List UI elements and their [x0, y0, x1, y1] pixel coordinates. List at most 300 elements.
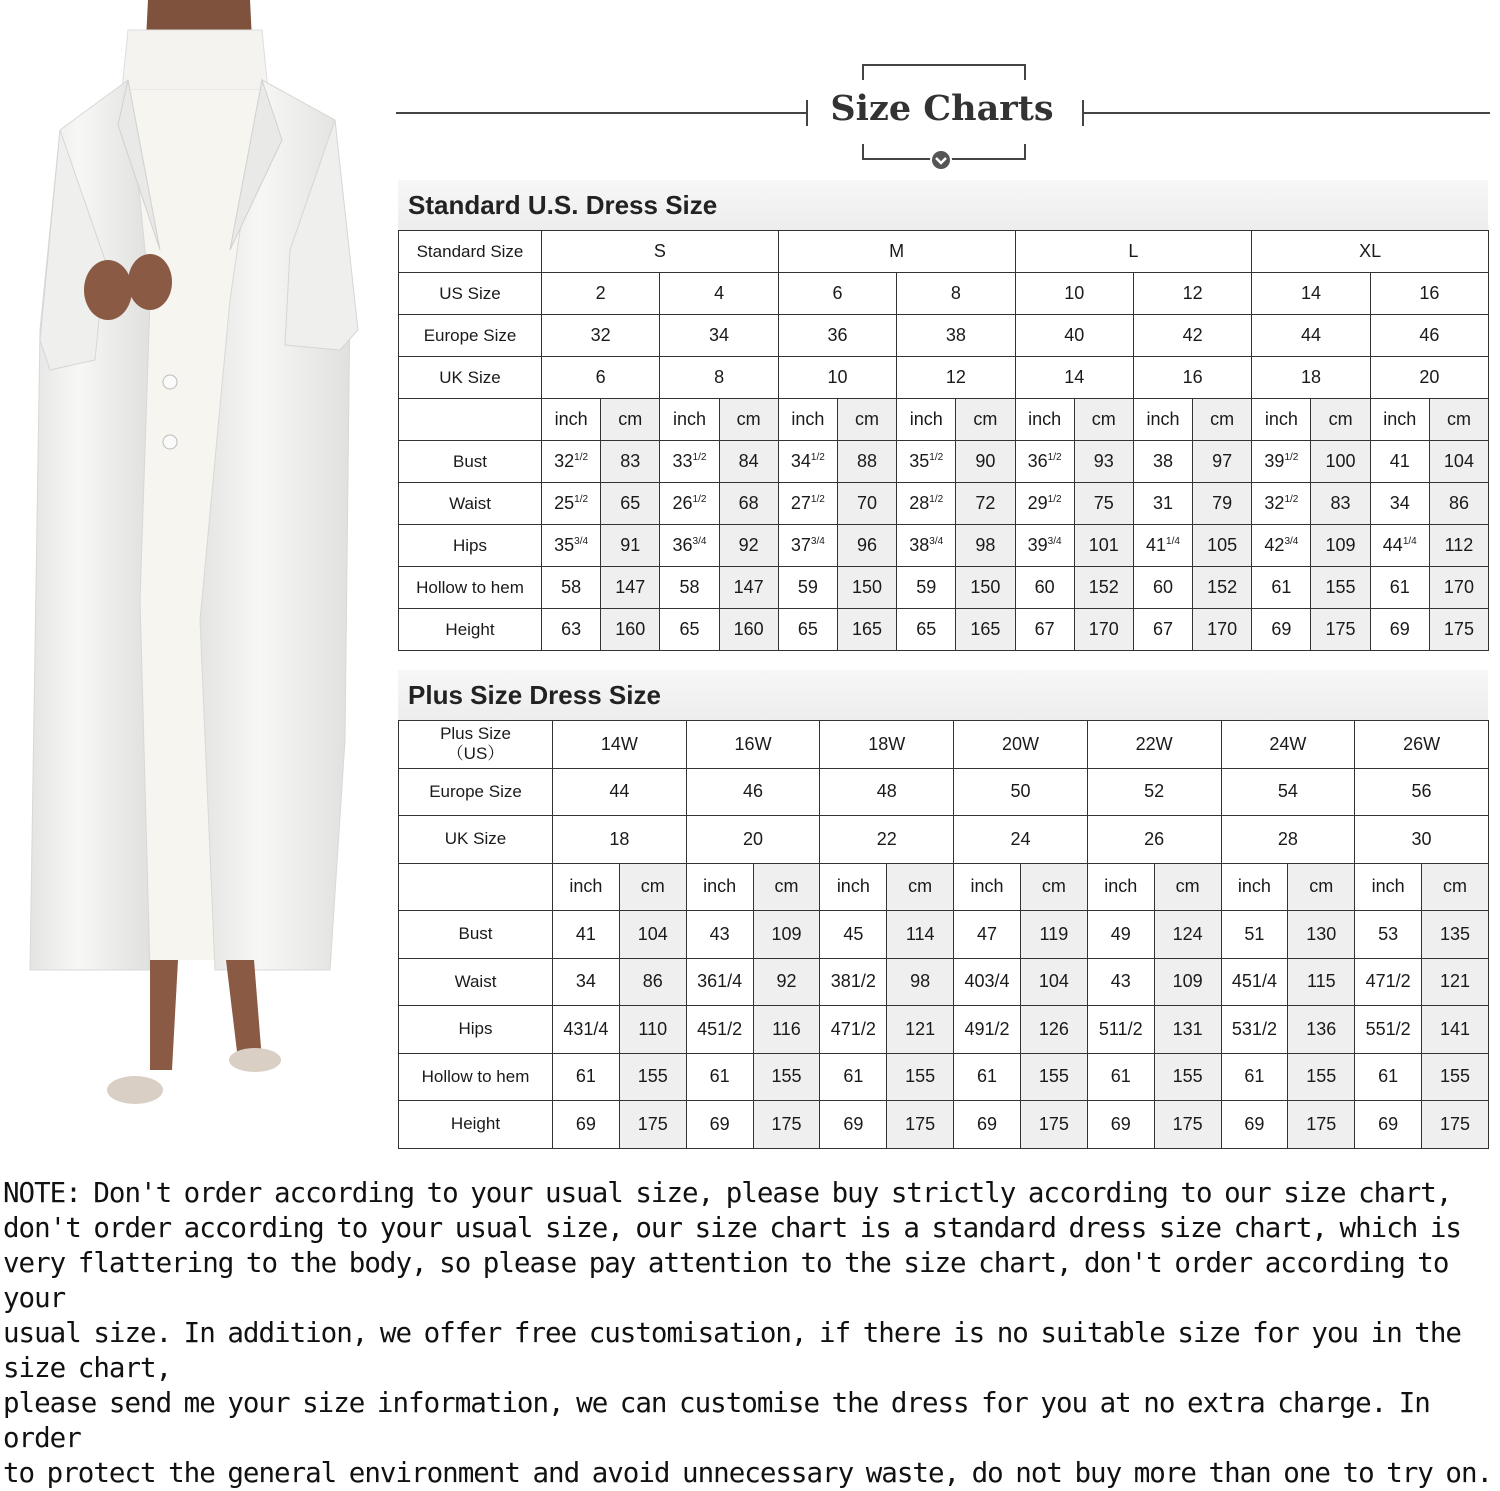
table-row [399, 399, 1489, 441]
measure-fraction: 1/2 [574, 452, 589, 463]
measure-fraction: 1/4 [1166, 536, 1180, 547]
table-row [399, 441, 1489, 483]
measure-label: Height [399, 1101, 553, 1149]
measure-cell [778, 483, 837, 525]
measure-fraction: 1/2 [810, 494, 825, 505]
measure-value: 100 [1325, 451, 1356, 471]
measure-cell [1074, 525, 1133, 567]
measure-cell: 114 [887, 911, 954, 959]
size-group-cell: L [1015, 231, 1252, 273]
measure-cell [1015, 441, 1074, 483]
measure-value: 70 [857, 493, 878, 513]
measure-fraction: 3/4 [810, 536, 825, 547]
measure-fraction: 1/4 [1402, 536, 1417, 547]
measure-cell [542, 441, 601, 483]
measure-fraction: 1/2 [1284, 494, 1299, 505]
measure-cell: 175 [753, 1101, 820, 1149]
measure-value: 152 [1207, 577, 1238, 597]
size-cell: 14 [1015, 357, 1133, 399]
measure-cell [719, 567, 778, 609]
measure-cell: 175 [1422, 1101, 1489, 1149]
measure-cell: 136 [1288, 1006, 1355, 1054]
size-cell: 12 [897, 357, 1015, 399]
size-cell: 18 [1252, 357, 1370, 399]
measure-cell: 175 [887, 1101, 954, 1149]
unit-inch-cell: inch [820, 863, 887, 911]
measure-value: 31 [1152, 493, 1173, 513]
size-cell: 32 [542, 315, 660, 357]
measure-cell [1429, 441, 1488, 483]
measure-value: 170 [1088, 619, 1119, 639]
table-row [399, 483, 1489, 525]
size-cell: 24 [954, 816, 1088, 864]
header-rule-left [396, 112, 806, 114]
unit-inch-cell: inch [1252, 399, 1311, 441]
measure-value: 72 [975, 493, 996, 513]
measure-value: 75 [1093, 493, 1114, 513]
model-photo [0, 0, 390, 1150]
measure-cell: 69 [1221, 1101, 1288, 1149]
measure-cell [542, 609, 601, 651]
measure-cell: 175 [1020, 1101, 1087, 1149]
size-cell: 26 [1087, 816, 1221, 864]
measure-cell: 175 [1288, 1101, 1355, 1149]
measure-cell [1370, 483, 1429, 525]
size-cell: 20 [686, 816, 820, 864]
size-cell: 8 [897, 273, 1015, 315]
measure-cell [837, 483, 896, 525]
measure-cell: 361/4 [686, 958, 753, 1006]
size-cell: 30 [1355, 816, 1489, 864]
measure-cell: 551/2 [1355, 1006, 1422, 1054]
measure-cell: 155 [619, 1053, 686, 1101]
measure-value: 35 [554, 535, 575, 555]
unit-cm-cell: cm [1288, 863, 1355, 911]
unit-cm-cell: cm [1020, 863, 1087, 911]
size-cell: 40 [1015, 315, 1133, 357]
measure-value: 86 [1448, 493, 1469, 513]
measure-fraction: 1/2 [810, 452, 825, 463]
measure-cell [1311, 525, 1370, 567]
measure-cell [660, 609, 719, 651]
row-label-empty [399, 863, 553, 911]
measure-cell: 109 [1154, 958, 1221, 1006]
measure-cell: 61 [553, 1053, 620, 1101]
size-note [3, 1176, 1500, 1491]
row-label: Europe Size [399, 768, 553, 816]
measure-cell [897, 483, 956, 525]
page-title: Size Charts [830, 88, 1054, 129]
measure-value: 160 [733, 619, 764, 639]
table-row [399, 567, 1489, 609]
measure-value: 147 [733, 577, 764, 597]
table-row [399, 1006, 1489, 1054]
measure-value: 38 [1152, 451, 1173, 471]
size-cell: 28 [1221, 816, 1355, 864]
measure-value: 32 [1264, 493, 1285, 513]
measure-cell: 511/2 [1087, 1006, 1154, 1054]
measure-label: Height [399, 609, 542, 651]
size-cell: 50 [954, 768, 1088, 816]
measure-label: Hips [399, 525, 542, 567]
plus-label-line: （US） [446, 744, 505, 764]
size-cell: 54 [1221, 768, 1355, 816]
measure-value: 104 [1443, 451, 1474, 471]
measure-cell: 69 [686, 1101, 753, 1149]
measure-cell [1133, 483, 1192, 525]
row-label-empty [399, 399, 542, 441]
unit-inch-cell: inch [1133, 399, 1192, 441]
measure-cell: 141 [1422, 1006, 1489, 1054]
measure-value: 39 [1264, 451, 1285, 471]
measure-value: 152 [1088, 577, 1119, 597]
table-row [399, 525, 1489, 567]
measure-cell: 121 [887, 1006, 954, 1054]
measure-value: 39 [1027, 535, 1048, 555]
measure-cell [897, 525, 956, 567]
measure-fraction: 3/4 [1284, 536, 1299, 547]
measure-cell [1193, 525, 1252, 567]
unit-cm-cell: cm [1311, 399, 1370, 441]
unit-cm-cell: cm [887, 863, 954, 911]
table-row [399, 816, 1489, 864]
measure-cell: 69 [820, 1101, 887, 1149]
measure-value: 58 [679, 577, 700, 597]
measure-cell [1370, 609, 1429, 651]
measure-cell [1133, 525, 1192, 567]
plus-size-cell: 16W [686, 721, 820, 769]
measure-fraction: 1/2 [929, 452, 944, 463]
measure-cell: 69 [954, 1101, 1021, 1149]
measure-cell [897, 609, 956, 651]
note-line: very flattering to the body, so please pay attention to the size chart, don't order according to your [3, 1247, 1449, 1314]
measure-value: 37 [790, 535, 811, 555]
measure-value: 36 [672, 535, 693, 555]
measure-value: 175 [1443, 619, 1474, 639]
measure-value: 60 [1152, 577, 1173, 597]
measure-cell [719, 441, 778, 483]
measure-cell [660, 525, 719, 567]
measure-value: 33 [672, 451, 693, 471]
plus-size-table [398, 720, 1489, 1149]
measure-value: 92 [738, 535, 759, 555]
measure-cell [1133, 441, 1192, 483]
row-label: Standard Size [399, 231, 542, 273]
measure-cell [660, 441, 719, 483]
unit-inch-cell: inch [897, 399, 956, 441]
measure-cell: 126 [1020, 1006, 1087, 1054]
row-label: Europe Size [399, 315, 542, 357]
plus-size-cell: 20W [954, 721, 1088, 769]
note-line: to protect the general environment and avoid unnecessary waste, do not buy more than one to try on. [3, 1457, 1493, 1489]
measure-value: 69 [1389, 619, 1410, 639]
size-cell: 42 [1133, 315, 1251, 357]
measure-cell: 135 [1422, 911, 1489, 959]
unit-inch-cell: inch [1221, 863, 1288, 911]
measure-value: 61 [1271, 577, 1292, 597]
measure-cell: 121 [1422, 958, 1489, 1006]
measure-fraction: 1/2 [929, 494, 944, 505]
unit-inch-cell: inch [1087, 863, 1154, 911]
measure-value: 105 [1207, 535, 1238, 555]
chevron-down-circle-icon [929, 148, 953, 172]
measure-cell [601, 567, 660, 609]
measure-cell [1311, 441, 1370, 483]
measure-value: 41 [1389, 451, 1410, 471]
measure-cell [1252, 441, 1311, 483]
measure-cell: 175 [619, 1101, 686, 1149]
measure-cell: 61 [1087, 1053, 1154, 1101]
measure-cell: 45 [820, 911, 887, 959]
measure-value: 112 [1444, 535, 1474, 555]
plus-size-cell: 14W [553, 721, 687, 769]
measure-cell: 451/2 [686, 1006, 753, 1054]
measure-cell: 155 [753, 1053, 820, 1101]
row-label: UK Size [399, 357, 542, 399]
measure-cell [1311, 609, 1370, 651]
measure-value: 32 [554, 451, 575, 471]
measure-label: Waist [399, 483, 542, 525]
measure-cell: 431/4 [553, 1006, 620, 1054]
measure-cell: 110 [619, 1006, 686, 1054]
measure-value: 150 [852, 577, 883, 597]
unit-cm-cell: cm [1154, 863, 1221, 911]
measure-cell: 531/2 [1221, 1006, 1288, 1054]
measure-cell [897, 567, 956, 609]
plus-size-cell: 22W [1087, 721, 1221, 769]
measure-fraction: 1/2 [692, 494, 707, 505]
measure-cell: 53 [1355, 911, 1422, 959]
measure-value: 147 [615, 577, 646, 597]
measure-value: 65 [620, 493, 641, 513]
measure-cell [1311, 483, 1370, 525]
size-cell: 14 [1252, 273, 1370, 315]
measure-value: 170 [1443, 577, 1474, 597]
measure-cell [542, 525, 601, 567]
measure-cell [1074, 609, 1133, 651]
measure-fraction: 3/4 [574, 536, 589, 547]
measure-cell: 61 [954, 1053, 1021, 1101]
measure-value: 60 [1034, 577, 1055, 597]
measure-value: 44 [1382, 535, 1403, 555]
measure-cell [778, 525, 837, 567]
measure-value: 38 [909, 535, 930, 555]
measure-cell [1074, 567, 1133, 609]
measure-cell [542, 567, 601, 609]
measure-cell [778, 609, 837, 651]
measure-cell [601, 609, 660, 651]
measure-cell [1370, 567, 1429, 609]
measure-cell: 109 [753, 911, 820, 959]
measure-value: 160 [615, 619, 646, 639]
measure-value: 42 [1264, 535, 1285, 555]
size-cell: 6 [542, 357, 660, 399]
measure-cell: 47 [954, 911, 1021, 959]
measure-value: 27 [790, 493, 811, 513]
measure-cell: 104 [619, 911, 686, 959]
measure-cell [601, 525, 660, 567]
row-label [399, 721, 553, 769]
measure-cell: 69 [553, 1101, 620, 1149]
measure-cell [719, 483, 778, 525]
measure-label: Bust [399, 441, 542, 483]
measure-cell: 51 [1221, 911, 1288, 959]
measure-label: Waist [399, 958, 553, 1006]
measure-cell [1370, 525, 1429, 567]
measure-cell [1074, 441, 1133, 483]
unit-cm-cell: cm [956, 399, 1015, 441]
measure-cell [837, 441, 896, 483]
unit-cm-cell: cm [1193, 399, 1252, 441]
size-group-cell: XL [1252, 231, 1489, 273]
measure-cell [1429, 483, 1488, 525]
measure-cell: 155 [887, 1053, 954, 1101]
measure-cell: 69 [1087, 1101, 1154, 1149]
unit-inch-cell: inch [686, 863, 753, 911]
size-cell: 18 [553, 816, 687, 864]
measure-cell: 381/2 [820, 958, 887, 1006]
measure-value: 67 [1034, 619, 1055, 639]
size-charts-header [396, 60, 1490, 172]
measure-cell [1193, 441, 1252, 483]
measure-cell: 403/4 [954, 958, 1021, 1006]
measure-value: 59 [916, 577, 937, 597]
standard-section-title: Standard U.S. Dress Size [398, 180, 1488, 230]
measure-cell [601, 483, 660, 525]
table-row [399, 768, 1489, 816]
measure-cell: 155 [1154, 1053, 1221, 1101]
measure-label: Hollow to hem [399, 567, 542, 609]
measure-value: 29 [1027, 493, 1048, 513]
unit-cm-cell: cm [1074, 399, 1133, 441]
unit-cm-cell: cm [1422, 863, 1489, 911]
measure-cell: 69 [1355, 1101, 1422, 1149]
measure-label: Hips [399, 1006, 553, 1054]
row-label: UK Size [399, 816, 553, 864]
table-row [399, 609, 1489, 651]
size-cell: 12 [1133, 273, 1251, 315]
measure-label: Bust [399, 911, 553, 959]
measure-cell [837, 567, 896, 609]
unit-cm-cell: cm [719, 399, 778, 441]
measure-fraction: 3/4 [692, 536, 707, 547]
table-row [399, 958, 1489, 1006]
measure-cell [778, 441, 837, 483]
measure-cell [956, 483, 1015, 525]
measure-cell: 98 [887, 958, 954, 1006]
measure-cell [1252, 567, 1311, 609]
unit-inch-cell: inch [660, 399, 719, 441]
measure-value: 97 [1212, 451, 1233, 471]
size-cell: 16 [1133, 357, 1251, 399]
measure-value: 65 [916, 619, 937, 639]
table-row [399, 863, 1489, 911]
plus-section-title: Plus Size Dress Size [398, 670, 1488, 720]
measure-cell: 41 [553, 911, 620, 959]
measure-value: 90 [975, 451, 996, 471]
measure-cell [956, 609, 1015, 651]
measure-cell [1015, 483, 1074, 525]
measure-cell: 115 [1288, 958, 1355, 1006]
unit-inch-cell: inch [1355, 863, 1422, 911]
measure-value: 35 [909, 451, 930, 471]
unit-inch-cell: inch [778, 399, 837, 441]
measure-cell [1429, 567, 1488, 609]
note-line: please send me your size information, we can customise the dress for you at no extra charge. In order [3, 1387, 1430, 1454]
measure-cell [1133, 609, 1192, 651]
measure-cell [1311, 567, 1370, 609]
measure-value: 165 [852, 619, 883, 639]
measure-value: 83 [620, 451, 641, 471]
header-frame-top [862, 64, 1026, 80]
measure-cell [897, 441, 956, 483]
measure-cell: 175 [1154, 1101, 1221, 1149]
measure-cell: 61 [1221, 1053, 1288, 1101]
measure-value: 69 [1271, 619, 1292, 639]
size-cell: 56 [1355, 768, 1489, 816]
measure-value: 28 [909, 493, 930, 513]
measure-cell [778, 567, 837, 609]
row-label: US Size [399, 273, 542, 315]
size-cell: 20 [1370, 357, 1488, 399]
measure-value: 67 [1152, 619, 1173, 639]
measure-cell: 61 [820, 1053, 887, 1101]
measure-cell [1015, 567, 1074, 609]
unit-inch-cell: inch [954, 863, 1021, 911]
measure-cell [542, 483, 601, 525]
measure-cell: 92 [753, 958, 820, 1006]
unit-inch-cell: inch [553, 863, 620, 911]
size-cell: 48 [820, 768, 954, 816]
unit-inch-cell: inch [542, 399, 601, 441]
size-cell: 38 [897, 315, 1015, 357]
measure-cell: 116 [753, 1006, 820, 1054]
measure-value: 68 [738, 493, 759, 513]
measure-value: 84 [738, 451, 759, 471]
note-line: usual size. In addition, we offer free customisation, if there is no suitable size for you in the size chart, [3, 1317, 1461, 1384]
measure-cell: 124 [1154, 911, 1221, 959]
measure-value: 170 [1207, 619, 1238, 639]
size-cell: 36 [778, 315, 896, 357]
measure-value: 109 [1325, 535, 1356, 555]
table-row [399, 273, 1489, 315]
measure-cell: 155 [1288, 1053, 1355, 1101]
measure-cell [1193, 609, 1252, 651]
measure-value: 34 [790, 451, 811, 471]
size-cell: 34 [660, 315, 778, 357]
measure-value: 26 [672, 493, 693, 513]
table-row [399, 721, 1489, 769]
measure-value: 98 [975, 535, 996, 555]
size-cell: 4 [660, 273, 778, 315]
unit-cm-cell: cm [619, 863, 686, 911]
measure-cell: 155 [1020, 1053, 1087, 1101]
measure-value: 65 [797, 619, 818, 639]
size-cell: 2 [542, 273, 660, 315]
measure-cell [1015, 525, 1074, 567]
measure-cell [956, 525, 1015, 567]
measure-value: 36 [1027, 451, 1048, 471]
measure-value: 93 [1093, 451, 1114, 471]
measure-fraction: 1/2 [1047, 452, 1062, 463]
measure-cell [719, 609, 778, 651]
measure-cell [1370, 441, 1429, 483]
measure-value: 96 [857, 535, 878, 555]
table-row [399, 1053, 1489, 1101]
measure-value: 34 [1389, 493, 1410, 513]
measure-cell [1429, 609, 1488, 651]
unit-cm-cell: cm [837, 399, 896, 441]
